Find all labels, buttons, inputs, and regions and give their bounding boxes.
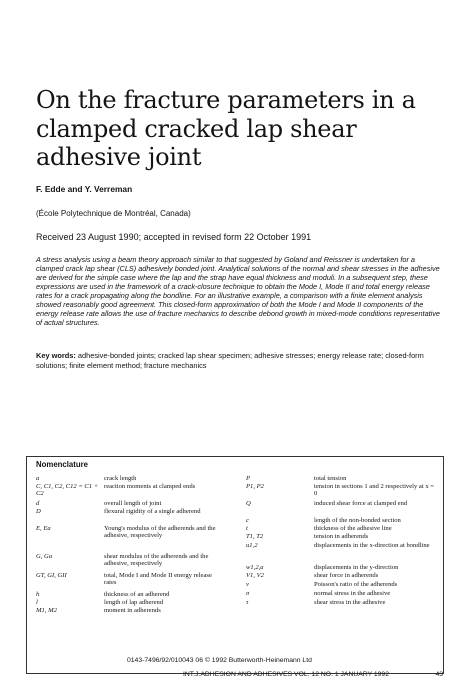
nomenclature-definition: length of lap adherend bbox=[104, 599, 164, 606]
affiliation: (École Polytechnique de Montréal, Canada) bbox=[36, 209, 191, 218]
nomenclature-symbol: l bbox=[36, 599, 38, 606]
nomenclature-symbol: τ bbox=[246, 599, 249, 606]
nomenclature-symbol: d bbox=[36, 500, 40, 507]
nomenclature-definition: tension in adherends bbox=[314, 533, 369, 540]
nomenclature-definition: thickness of an adherend bbox=[104, 591, 170, 598]
nomenclature-definition: induced shear force at clamped end bbox=[314, 500, 408, 507]
nomenclature-definition: reaction moments at clamped ends bbox=[104, 483, 196, 490]
nomenclature-symbol: P bbox=[246, 475, 251, 482]
authors: F. Edde and Y. Verreman bbox=[36, 184, 133, 194]
nomenclature-symbol: σ bbox=[246, 590, 250, 597]
nomenclature-definition: length of the non-bonded section bbox=[314, 517, 401, 524]
keywords-text: adhesive-bonded joints; cracked lap shear specimen; adhesive stresses; energy release rate; closed-form solutions; finite element method; fracture mechanics bbox=[36, 351, 424, 370]
nomenclature-symbol: c bbox=[246, 517, 249, 524]
nomenclature-definition: moment in adherends bbox=[104, 607, 161, 614]
abstract: A stress analysis using a beam theory approach similar to that suggested by Goland and Reissner is undertaken for a clamped crack lap shear (CLS) adhesively bonded joint. Analytical solutions of the normal and shear stresses in the adhesive are derived for the simple case where the lap and the strap have equal thickness and moduli. In a subsequent step, these expressions are used in the framework of a crack-closure technique to obtain the Mode I, Mode II and total energy release rates for a crack propagating along the bondline. For an illustrative example, a comparison with a finite element analysis showed reasonably good agreement. This closed-form approximation of both the Mode I and Mode II components of the energy release rate allows the use of fracture mechanics to describe debond growth in mixed-mode conditions representative of actual structures. bbox=[36, 255, 440, 328]
nomenclature-symbol: Q bbox=[246, 500, 251, 507]
journal-name: INT.J.ADHESION AND ADHESIVES VOL. 12 NO. 1 JANUARY 1992 bbox=[183, 671, 389, 678]
page-number: 43 bbox=[435, 671, 443, 678]
nomenclature-definition: displacements in the x-direction at bondline bbox=[314, 542, 430, 549]
nomenclature-definition: shear modulus of the adherends and the adhesive, respectively bbox=[104, 553, 209, 568]
copyright-line: 0143-7496/92/010043 06 © 1992 Butterworth-Heinemann Ltd bbox=[127, 657, 312, 664]
nomenclature-symbol: a bbox=[36, 475, 40, 482]
nomenclature-definition: shear stress in the adhesive bbox=[314, 599, 386, 606]
nomenclature-definition: Poisson's ratio of the adherends bbox=[314, 581, 398, 588]
keywords-label: Key words: bbox=[36, 351, 76, 360]
nomenclature-symbol: G, Ga bbox=[36, 553, 53, 560]
nomenclature-symbol: V1, V2 bbox=[246, 572, 264, 579]
nomenclature-symbol: P1, P2 bbox=[246, 483, 264, 490]
nomenclature-definition: tension in sections 1 and 2 respectively at x = 0 bbox=[314, 483, 434, 498]
nomenclature-definition: total tension bbox=[314, 475, 347, 482]
nomenclature-definition: normal stress in the adhesive bbox=[314, 590, 391, 597]
journal-footer bbox=[183, 671, 443, 678]
nomenclature-definition: flexural rigidity of a single adherend bbox=[104, 508, 201, 515]
nomenclature-symbol: C, C1, C2, C12 = C1 + C2 bbox=[36, 483, 99, 498]
nomenclature-symbol: w1,2,a bbox=[246, 564, 264, 571]
nomenclature-symbol: h bbox=[36, 591, 40, 598]
nomenclature-symbol: t bbox=[246, 525, 248, 532]
nomenclature-symbol: D bbox=[36, 508, 41, 515]
received-dates: Received 23 August 1990; accepted in revised form 22 October 1991 bbox=[36, 232, 312, 242]
nomenclature-symbol: E, Ea bbox=[36, 525, 51, 532]
nomenclature-symbol: M1, M2 bbox=[36, 607, 57, 614]
nomenclature-symbol: T1, T2 bbox=[246, 533, 264, 540]
nomenclature-symbol: u1,2 bbox=[246, 542, 258, 549]
nomenclature-definition: thickness of the adhesive line bbox=[314, 525, 392, 532]
nomenclature-definition: crack length bbox=[104, 475, 137, 482]
nomenclature-definition: overall length of joint bbox=[104, 500, 162, 507]
nomenclature-definition: total, Mode I and Mode II energy release rates bbox=[104, 572, 212, 587]
keywords bbox=[36, 351, 446, 371]
nomenclature-symbol: ν bbox=[246, 581, 249, 588]
nomenclature-definition: Young's modulus of the adherends and the adhesive, respectively bbox=[104, 525, 216, 540]
nomenclature-symbol: GT, GI, GII bbox=[36, 572, 67, 579]
nomenclature-definition: displacements in the y-direction bbox=[314, 564, 399, 571]
article-title: On the fracture parameters in a clamped cracked lap shear adhesive joint bbox=[36, 86, 416, 171]
nomenclature-definition: shear force in adherends bbox=[314, 572, 379, 579]
nomenclature-heading: Nomenclature bbox=[36, 460, 88, 469]
